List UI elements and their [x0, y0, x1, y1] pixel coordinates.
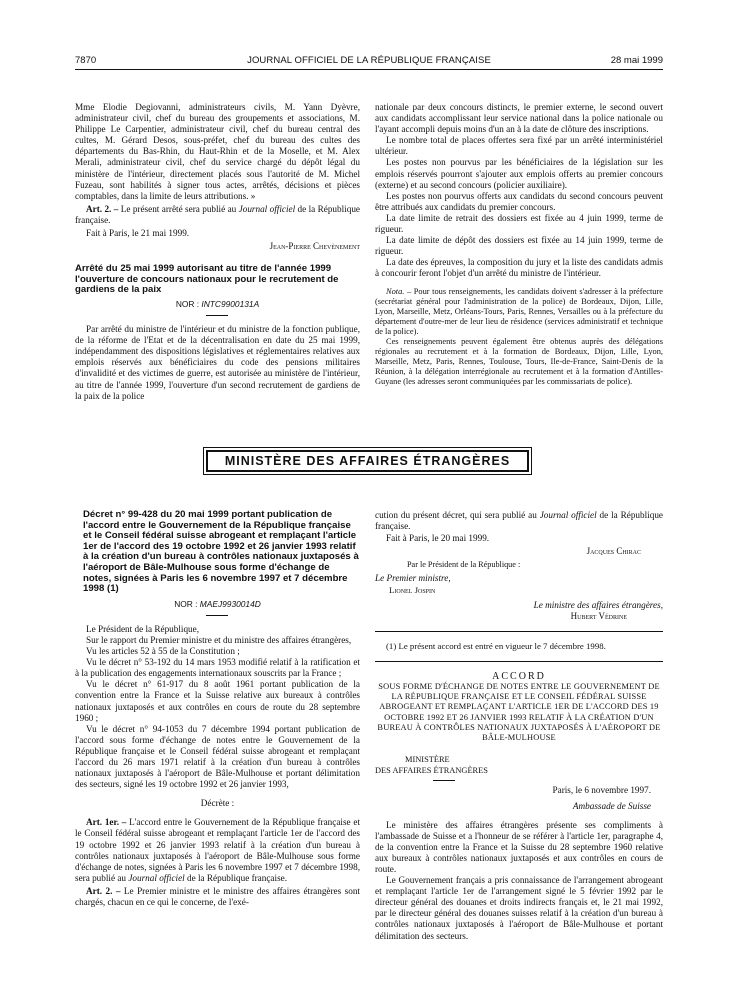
nor-reference: NOR : INTC9900131A — [175, 299, 260, 309]
footnote-rule — [375, 631, 663, 632]
depot-paragraph: La date limite de dépôt des dossiers est fixée au 14 juin 1999, terme de rigueur. — [375, 235, 663, 257]
gouvernement-paragraph: Le Gouvernement français a pris connaissance de l'arrangement abrogeant et remplaçant l'article 1er de l'arrangement signé le 5 février 1992 par le directeur général des douanes et droits indirects français et, le 21 mai 1992, par le directeur général des douanes suisses relatif à la création d'un bureau à contrôles nationaux juxtaposés à l'aéroport de Bâle-Mulhouse et portant délimitation des secteurs. — [375, 875, 663, 941]
accord-subtitle: SOUS FORME D'ÉCHANGE DE NOTES ENTRE LE GOUVERNEMENT DE LA RÉPUBLIQUE FRANÇAISE ET LE CONSEIL FÉDÉRAL SUISSE ABROGEANT ET REMPLAÇANT L'ARTICLE 1ER DE L'ACCORD DES 19 OCTOBRE 1992 ET 26 JANVIER 1993 RELATIF À LA CRÉATION D'UN BUREAU À CONTRÔLES NATIONAUX JUXTAPOSÉS À L'AÉROPORT DE BÂLE-MULHOUSE — [377, 682, 661, 743]
decret-nor-reference: NOR : MAEJ9930014D — [174, 598, 261, 609]
renseignements-paragraph: Ces renseignements peuvent également être obtenus auprès des délégations régionales au recrutement et à la formation de Bordeaux, Dijon, Lille, Lyon, Marseille, Metz, Paris, Rennes, Toulouse, Tours, Ile-de-France, Saint-Denis de la Réunion, à la délégation interrégionale au recrutement et à la formation d'Antilles-Guyane (les adresses seront communiquées par les commissariats de police). — [375, 336, 663, 387]
article-2-paragraph: Art. 2. – Le Premier ministre et le ministre des affaires étrangères sont chargés, chacun en ce qui le concerne, de l'exé- — [75, 885, 360, 907]
fait-a-paris: Fait à Paris, le 21 mai 1999. — [86, 228, 190, 239]
header-rule — [75, 69, 663, 70]
postes-second-paragraph: Les postes non pourvus offerts aux candidats du second concours peuvent être attribués aux candidats du premier concours. — [375, 190, 663, 212]
decret-title: Décret n° 99-428 du 20 mai 1999 portant publication de l'accord entre le Gouvernement de la République française et le Conseil fédéral suisse abrogeant et remplaçant l'article 1er de l'accord des 19 octobre 1992 et 26 janvier 1993 relatif à la création d'un bureau à contrôles nationaux juxtaposés à l'aéroport de Bâle-Mulhouse sous forme d'échange de notes, signées à Paris les 6 novembre 1997 et 7 décembre 1998 (1) — [83, 509, 359, 595]
short-divider — [206, 315, 228, 316]
nota-label: Nota. – — [386, 286, 412, 296]
paris-date: Paris, le 6 novembre 1997. — [552, 785, 651, 796]
premier-ministre: Le Premier ministre, — [375, 573, 451, 584]
right-top-column — [375, 102, 663, 387]
signature: Jean-Pierre Chevènement — [269, 241, 360, 252]
ministre-affaires-etrangeres: Le ministre des affaires étrangères, — [533, 599, 663, 610]
retrait-paragraph: La date limite de retrait des dossiers est fixée au 4 juin 1999, terme de rigueur. — [375, 212, 663, 235]
fait-a-paris: Fait à Paris, le 20 mai 1999. — [386, 533, 490, 544]
journal-title: JOURNAL OFFICIEL DE LA RÉPUBLIQUE FRANÇAISE — [247, 55, 491, 66]
signature-jospin: Lionel Jospin — [389, 584, 436, 595]
short-divider — [433, 780, 455, 781]
postes-paragraph: Les postes non pourvus par les bénéficiaires de la législation sur les emplois réservés pourront s'ajouter aux emplois offerts au premier concours (externe) et au second concours (policier auxiliaire). — [375, 157, 663, 190]
places-paragraph: Le nombre total de places offertes sera fixé par un arrêté interministériel ultérieur. — [375, 135, 663, 157]
footnote: (1) Le présent accord est entré en vigueur le 7 décembre 1998. — [386, 640, 606, 651]
vu-decret-1961: Vu le décret n° 61-917 du 8 août 1961 portant publication de la convention entre la France et la Suisse relative aux bureaux à contrôles nationaux juxtaposés et aux contrôles en cours de route du 28 septembre 1960 ; — [75, 679, 360, 723]
article-2-label: Art. 2. – — [86, 885, 121, 896]
vu-constitution: Vu les articles 52 à 55 de la Constitution ; — [86, 646, 240, 657]
vu-decret-1994: Vu le décret n° 94-1053 du 7 décembre 1994 portant publication de l'accord sous forme d'échange de notes entre le Gouvernement de la République française et le Conseil fédéral suisse abrogeant et remplaçant l'accord du 26 mars 1971 relatif à la création d'un bureau à contrôles nationaux juxtaposés à l'aéroport de Bâle-Mulhouse et portant délimitation des secteurs, signé les 19 octobre 1992 et 26 janvier 1993, — [75, 723, 360, 790]
compliments-paragraph: Le ministère des affaires étrangères présente ses compliments à l'ambassade de Suisse et a l'honneur de se référer à l'article 1er, paragraphe 4, de la convention entre la France et la Suisse du 28 septembre 1960 relative aux bureaux à contrôles nationaux juxtaposés et aux contrôles en cours de route. — [375, 819, 663, 874]
staff-paragraph: Mme Elodie Degiovanni, administrateurs civils, M. Yann Dyèvre, administrateur civil, chef du bureau des groupements et associations, M. Philippe Le Carpentier, administrateur civil, chef du bureau central des cultes, M. Gérard Desos, sous-préfet, chef du bureau des cultes des départements du Bas-Rhin, du Haut-Rhin et de la Moselle, et M. Alex Merali, administrateur civil, chef du service chargé du dépôt légal du ministère de l'intérieur, directement placés sous l'autorité de M. Michel Fuzeau, sont habilités à signer tous actes, arrêtés, décisions et pièces comptables, dans la limite de leurs attributions. » — [75, 102, 360, 201]
decrete-line: Décrète : — [200, 798, 235, 809]
article-1-label: Art. 1er. – — [86, 817, 127, 828]
signature-chirac: Jacques Chirac — [586, 546, 641, 557]
arrete-body: Par arrêté du ministre de l'intérieur et du ministre de la fonction publique, de la réforme de l'Etat et de la décentralisation en date du 25 mai 1999, indépendamment des dispositions législatives et réglementaires relatives aux emplois réservés aux bénéficiaires du code des pensions militaires d'invalidité et des victimes de guerre, est autorisée au ministère de l'intérieur, au titre de l'année 1999, l'ouverture d'un second recrutement de gardiens de la paix de la police — [75, 324, 360, 401]
right-bottom-column — [375, 510, 663, 942]
ministere-line-1: MINISTÈRE — [405, 755, 450, 765]
ambassade: Ambassade de Suisse — [572, 800, 651, 811]
article-2-label: Art. 2. – — [86, 203, 119, 214]
epreuves-paragraph: La date des épreuves, la composition du jury et la liste des candidats admis à concourir feront l'objet d'un arrêté du ministre de l'intérieur. — [375, 257, 663, 279]
accord-title: ACCORD — [492, 670, 546, 682]
ministere-line-2: DES AFFAIRES ÉTRANGÈRES — [375, 766, 488, 776]
page-number: 7870 — [75, 55, 97, 66]
signature-vedrine: Hubert Védrine — [570, 610, 627, 621]
issue-date: 28 mai 1999 — [610, 55, 663, 66]
concours-paragraph: nationale par deux concours distincts, le premier externe, le second ouvert aux candidats accomplissant leur service national dans la police nationale ou l'ayant accompli depuis moins d'un an à la date de clôture des inscriptions. — [375, 102, 663, 135]
president-line: Le Président de la République, — [86, 623, 200, 634]
nota-paragraph: Nota. – Pour tous renseignements, les candidats doivent s'adresser à la préfecture (secrétariat général pour l'administration de la police) de Bordeaux, Dijon, Lille, Lyon, Marseille, Metz, Orléans-Tours, Paris, Rennes, Versailles ou à la préfecture du département d'outre-mer de leur lieu de résidence (services administratif et technique de la police). — [375, 286, 663, 336]
ministry-heading-box — [203, 447, 532, 475]
rapport-paragraph: Sur le rapport du Premier ministre et du ministre des affaires étrangères, — [86, 634, 352, 645]
par-le-president: Par le Président de la République : — [407, 560, 521, 570]
short-divider — [206, 615, 228, 616]
left-bottom-column — [75, 510, 360, 908]
vu-decret-1953: Vu le décret n° 53-192 du 14 mars 1953 modifié relatif à la ratification et à la publication des engagements internationaux souscrits par la France ; — [75, 657, 360, 679]
execution-paragraph: cution du présent décret, qui sera publié au Journal officiel de la République française. — [375, 510, 663, 532]
page-header — [75, 55, 663, 69]
footnote-rule-bottom — [375, 661, 663, 662]
ministry-heading: MINISTÈRE DES AFFAIRES ÉTRANGÈRES — [206, 450, 529, 472]
article-1-paragraph: Art. 1er. – L'accord entre le Gouvernement de la République française et le Conseil fédéral suisse abrogeant et remplaçant l'article 1er de l'accord des 19 octobre 1992 et 26 janvier 1993 relatif à la création d'un bureau à contrôles nationaux juxtaposés à l'aéroport de Bâle-Mulhouse sous forme d'échange de notes, signées à Paris les 6 novembre 1997 et 7 décembre 1998, sera publié au Journal officiel de la République française. — [75, 817, 360, 883]
left-top-column — [75, 102, 360, 402]
article-2-paragraph: Art. 2. – Le présent arrêté sera publié au Journal officiel de la République française. — [75, 203, 360, 225]
arrete-title: Arrêté du 25 mai 1999 autorisant au titre de l'année 1999 l'ouverture de concours nationaux pour le recrutement de gardiens de la paix — [75, 263, 339, 296]
